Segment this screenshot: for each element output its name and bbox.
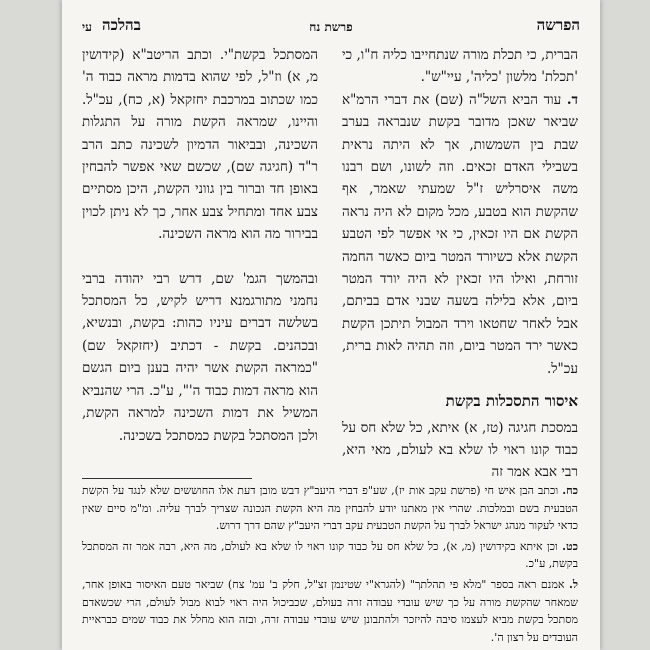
footnote-label: כח. [562,484,578,497]
paragraph-label: ד. [566,91,579,108]
paragraph: המסתכל בקשת"י. וכתב הריטב"א (קידושין מ, א) וז"ל, לפי שהוא בדמות מראה כבוד ה' כמו שכתוב במרכבת יחזקאל (א, כח), עכ"ל. והיינו, שמראה הקשת מורה על התגלות השכינה, ובביאור הדמיון לשכינה כתב הרב ר"ד (חגיגה שם), שכשם שאי אפשר להבחין באופן חד וברור בין גווני הקשת, היכן מסתיים צבע אחד ומתחיל צבע אחר, כך לא ניתן לכוין בבירור מה הוא מראה השכינה. [82,47,318,243]
book-page [62,0,600,650]
footnote [82,482,578,535]
page-header [82,16,580,40]
header-parsha: פרשת נח [309,20,353,34]
header-title-left: בהלכה [102,16,141,34]
footnote [82,538,578,573]
footnote-label: ל. [569,577,578,591]
footnote-separator [82,478,252,479]
footnote-label: כט. [562,539,579,553]
footnotes [82,482,578,649]
paragraph: במסכת חגיגה (טז, א) איתא, כל שלא חס על כבוד קונו ראוי לו שלא בא לעולם, מאי היא, רבי אבא אמר זה [342,419,578,481]
left-column [82,44,318,447]
footnote-text: וכתב הבן איש חי (פרשת עקב אות יז), שע"פ דברי היעב"ץ דבש מובן דעת אלו החוששים שלא לנגד על הקשת הטבעית בשם ובמלכות. שהרי אין מאתנו יודע להבחין מה היא הקשת הנכונה שצריך לברך עליה. ומ"מ סיים שאין כדאי לעקור מנהג ישראל לברך על הקשת הטבעית עקב דברי היעב"ץ שהם דרך דרוש. [82,484,578,533]
footnote-text: אמנם ראה בספר "מלא פי תהלתך" (להגרא"י שטינמן זצ"ל, חלק ב' עמ' צח) שביאר טעם האיסור באופן אחר, שמאחר שהקשת מורה על כך שיש עובדי עבודה זרה בעולם, שכביכול היה ראוי לבוא מבול לעולם, הרי שכשאדם מסתכל בקשת מביא לעצמו סיבה להיזכר ולהתבונן שיש עובדי עבודה זרה, ובזה הוא מחלל את כבוד שמים כבראיית העובדים על רצון ה'. [82,577,578,644]
header-title-right: הפרשה [536,16,580,34]
spacer [82,246,318,268]
right-column [342,44,578,484]
section-heading: איסור התסכלות בקשת [445,392,578,411]
paragraph [342,89,578,380]
paragraph: ובהמשך הגמ' שם, דרש רבי יהודה ברבי נחמני מתורגמנא דריש לקיש, כל המסתכל בשלשה דברים עיניו כהות: בקשת, ובנשיא, ובכהנים. בקשת - דכתיב (יחזקאל שם) "כמראה הקשת אשר יהיה בענן ביום הגשם הוא מראה דמות כבוד ה'", ע"כ. הרי שהנביא המשיל את דמות השכינה למראה הקשת, ולכן המסתכל בקשת כמסתכל בשכינה. [82,270,318,444]
footnote [82,576,578,646]
footnote-text: וכן איתא בקידושין (מ, א), כל שלא חס על כבוד קונו ראוי לו שלא בא לעולם, מה היא, רבה אמר זה המסתכל בקשת, ע"כ. [82,539,578,571]
page-number: עי [82,20,92,34]
paragraph-text: עוד הביא השל"ה (שם) את דברי הרמ"א שביאר שאכן מדובר בקשת שנבראה בערב שבת בין השמשות, אך לא היתה נראית בשבילי האדם זכאים. וזה לשונו, ושם רבנו משה איסרליש ז"ל שמעתי שאמר, אף שהקשת הוא בטבע, מכל מקום לא היה נראה הקשת אם היו זכאין, כי אי אפשר לפי הטבע הקשת אלא כשיורד המטר ביום כאשר החמה זורחת, ואילו היו זכאין לא היה יורד המטר ביום, אלא בלילה בשעה שבני אדם בביתם, אבל לאחר שחטאו וירד המבול תיתכן הקשת כאשר ירד המטר ביום, וזה תהיה לאות ברית, עכ"ל. [342,91,578,377]
paragraph: הברית, כי תכלת מורה שנתחייבו כליה ח"ו, כי 'תכלת' מלשון 'כליה', עיי"ש". [342,47,578,86]
